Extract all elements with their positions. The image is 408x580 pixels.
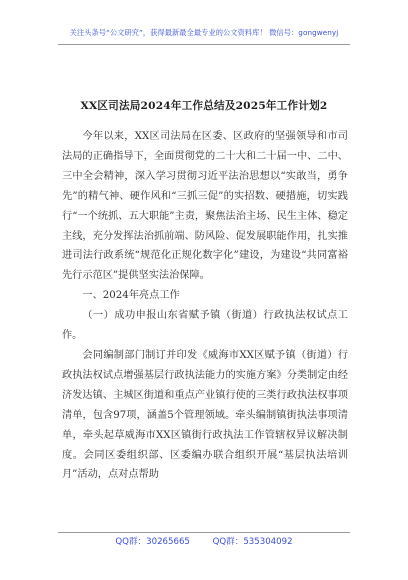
qq-group-primary: QQ群：30265665 [115,537,190,547]
qq-group-secondary: QQ群：535304092 [212,537,293,547]
body-paragraph: 会同编制部门制订并印发《威海市XX区赋予镇（街道）行政执法权试点增强基层行政执法能力的实施方案》分类制定由经济发达镇、主城区街道和重点产业镇行使的三类行政执法权事项清单，包含97项，涵盖5个管理领域。牵头编制镇街执法事项清单，牵头起草威海市XX区镇街行政执法工作管辖权异议解决制度。会同区委组织部、区委编办联合组织开展“基层执法培训月”活动，点对点帮助 [62,349,348,481]
section-heading: 一、2024年亮点工作 [82,290,180,302]
sub-heading: （一）成功申报山东省赋予镇（街道）行政执法权试点工作。 [62,310,348,342]
header-divider [58,44,350,45]
document-title: XX区司法局2024年工作总结及2025年工作计划2 [80,100,328,112]
footer-divider [58,532,350,533]
footer-contacts [0,535,408,547]
header-note: 关注头条号“公文研究”，获得最新最全最专业的公文资料库！ 微信号：gongwenyj [69,28,339,37]
document-body [62,127,348,485]
intro-paragraph: 今年以来，XX区司法局在区委、区政府的坚强领导和市司法局的正确指导下，全面贯彻党的二十大和二十届一中、二中、三中全会精神，深入学习贯彻习近平法治思想以“实敢当，勇争先”的精气神、硬作风和“三抓三促”的实招数、硬措施，切实践行“一个统抓、五大职能”主责，聚焦法治主场、民生主体、稳定主线，充分发挥法治抓前端、防风险、促发展职能作用，扎实推进司法行政系统“规范化正规化数字化”建设，为建设“共同富裕先行示范区”提供坚实法治保障。 [62,131,348,282]
